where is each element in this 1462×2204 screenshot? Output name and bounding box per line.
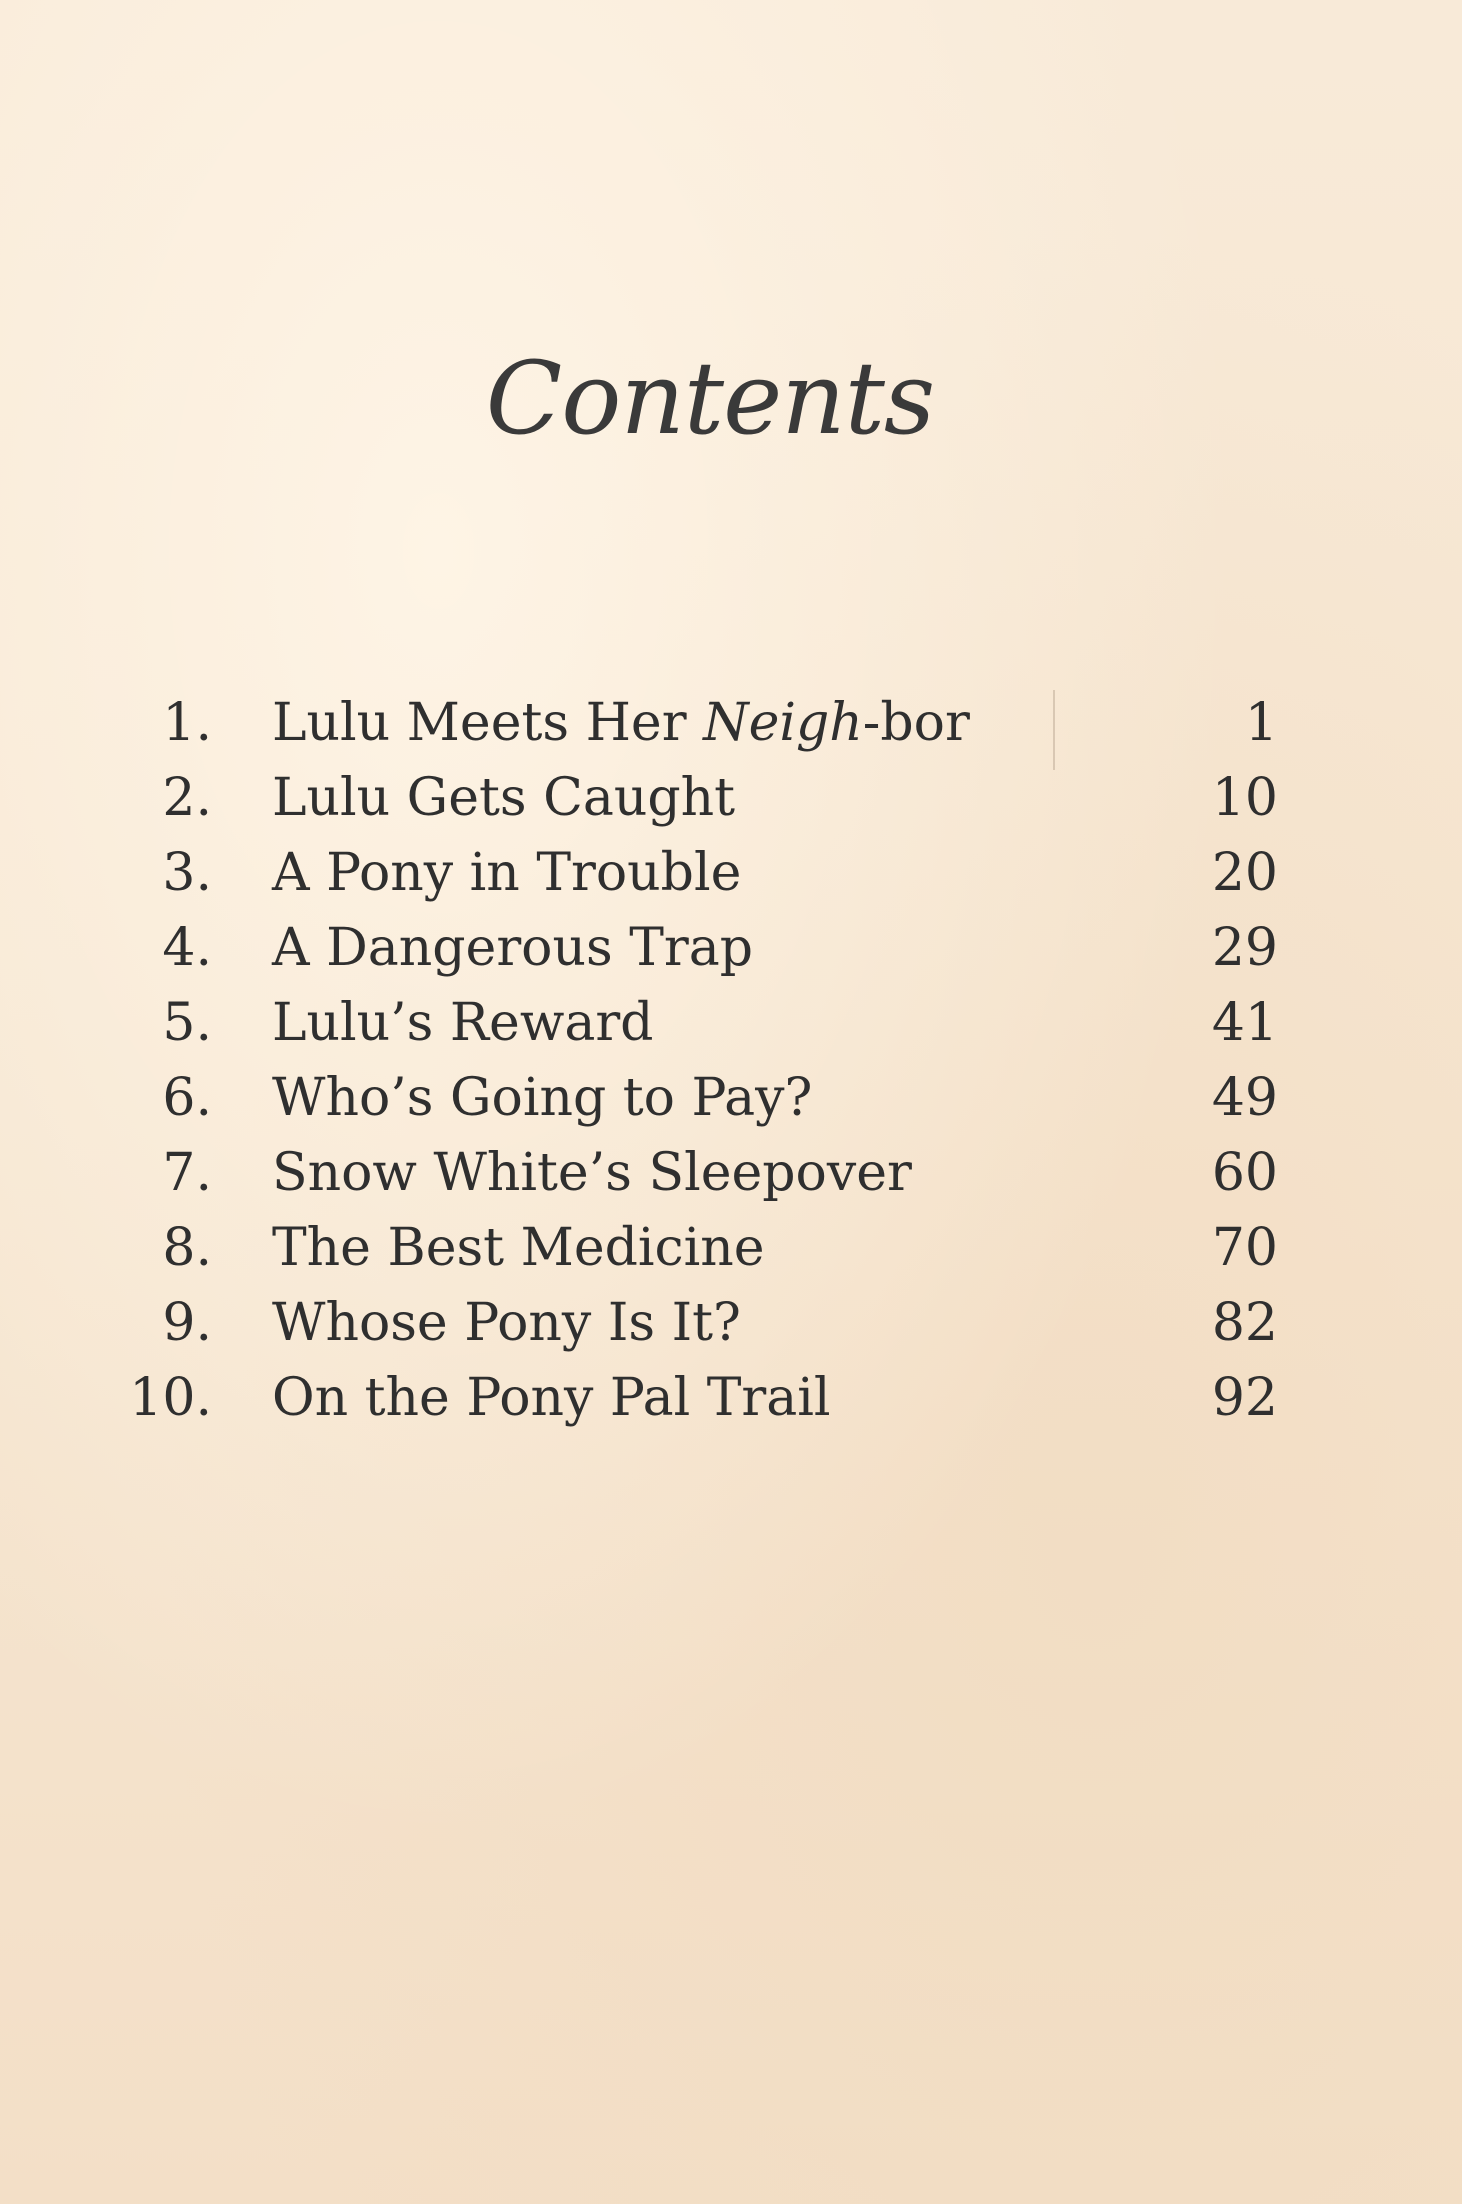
chapter-title: Lulu’s Reward: [272, 993, 654, 1053]
page-number: 70: [1211, 1218, 1278, 1278]
chapter-title: A Dangerous Trap: [272, 918, 754, 978]
page-number: 49: [1211, 1068, 1278, 1128]
page-number: 20: [1211, 843, 1278, 903]
chapter-number: 8.: [162, 1218, 212, 1278]
chapter-number: 6.: [162, 1068, 212, 1128]
chapter-title: Snow White’s Sleepover: [272, 1143, 912, 1203]
page-number: 1: [1244, 693, 1278, 753]
chapter-title-italic: Neigh: [703, 693, 863, 753]
chapter-number: 1.: [162, 693, 212, 753]
chapter-number: 9.: [162, 1293, 212, 1353]
page-number: 29: [1211, 918, 1278, 978]
page-number: 92: [1211, 1368, 1278, 1428]
toc-entry: [0, 686, 1462, 761]
page-number: 82: [1211, 1293, 1278, 1353]
chapter-title: [272, 686, 970, 761]
chapter-title: Who’s Going to Pay?: [272, 1068, 813, 1128]
chapter-number: 10.: [129, 1368, 212, 1428]
page-number: 41: [1211, 993, 1278, 1053]
toc-entry: [0, 986, 1462, 1061]
chapter-number: 3.: [162, 843, 212, 903]
chapter-title: The Best Medicine: [272, 1218, 765, 1278]
toc-entry: [0, 1136, 1462, 1211]
toc-entry: [0, 911, 1462, 986]
chapter-title: A Pony in Trouble: [272, 843, 742, 903]
page-number: 60: [1211, 1143, 1278, 1203]
chapter-title: Whose Pony Is It?: [272, 1293, 741, 1353]
toc-entry: [0, 836, 1462, 911]
toc-entry: [0, 1286, 1462, 1361]
chapter-number: 4.: [162, 918, 212, 978]
chapter-title: On the Pony Pal Trail: [272, 1368, 831, 1428]
toc-entry: [0, 761, 1462, 836]
chapter-title-suffix: -bor: [862, 693, 970, 753]
chapter-number: 7.: [162, 1143, 212, 1203]
toc-entry: [0, 1361, 1462, 1436]
chapter-number: 2.: [162, 768, 212, 828]
page-title: Contents: [485, 340, 935, 457]
chapter-title: Lulu Gets Caught: [272, 768, 736, 828]
chapter-number: 5.: [162, 993, 212, 1053]
toc-entry: [0, 1211, 1462, 1286]
chapter-title-text: Lulu Meets Her: [272, 693, 704, 753]
toc-entry: [0, 1061, 1462, 1136]
page-number: 10: [1211, 768, 1278, 828]
